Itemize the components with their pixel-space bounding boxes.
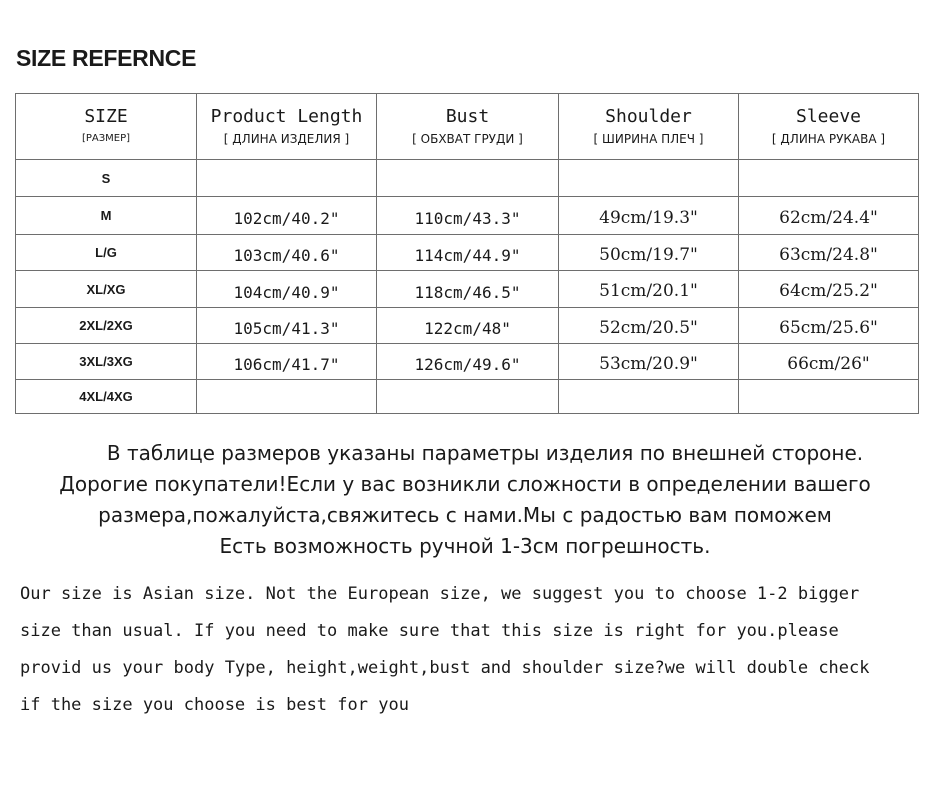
length-cell: 102cm/40.2" [197, 197, 377, 235]
length-cell: 103cm/40.6" [197, 235, 377, 271]
header-sub-label: [ ОБХВАТ ГРУДИ ] [412, 131, 523, 146]
sleeve-cell: 64cm/25.2" [739, 271, 919, 308]
english-notice-line: Our size is Asian size. Not the European size, we suggest you to choose 1-2 bigger [20, 584, 860, 604]
length-cell [197, 160, 377, 197]
shoulder-cell: 51cm/20.1" [559, 271, 739, 308]
shoulder-cell: 52cm/20.5" [559, 308, 739, 344]
header-sub-label: [РАЗМЕР] [81, 132, 131, 144]
header-shoulder [559, 94, 739, 160]
sleeve-cell [739, 160, 919, 197]
header-main-label: Shoulder [605, 105, 692, 127]
table-row [16, 271, 919, 308]
bust-cell: 110cm/43.3" [377, 197, 559, 235]
header-main-label: Sleeve [795, 105, 862, 127]
header-size [16, 94, 197, 160]
sleeve-cell: 65cm/25.6" [739, 308, 919, 344]
russian-notice-line: Дорогие покупатели!Если у вас возникли сложности в определении вашего [59, 472, 871, 496]
table-row [16, 235, 919, 271]
english-notice [20, 576, 920, 724]
table-row [16, 308, 919, 344]
shoulder-cell [559, 160, 739, 197]
table-row [16, 344, 919, 380]
russian-notice [0, 438, 930, 562]
header-main-label: SIZE [84, 105, 128, 127]
length-cell: 106cm/41.7" [197, 344, 377, 380]
bust-cell: 126cm/49.6" [377, 344, 559, 380]
header-sub-label: [ ДЛИНА РУКАВА ] [771, 131, 886, 146]
size-cell: XL/XG [16, 271, 197, 308]
header-sub-label: [ ШИРИНА ПЛЕЧ ] [593, 131, 704, 146]
page-title: SIZE REFERNCE [16, 45, 197, 71]
bust-cell: 114cm/44.9" [377, 235, 559, 271]
russian-notice-line: Есть возможность ручной 1-3см погрешность. [219, 534, 711, 558]
english-notice-line: provid us your body Type, height,weight,bust and shoulder size?we will double check [20, 658, 870, 678]
header-sleeve [739, 94, 919, 160]
size-cell: S [16, 160, 197, 197]
table-row [16, 197, 919, 235]
shoulder-cell: 53cm/20.9" [559, 344, 739, 380]
length-cell [197, 380, 377, 414]
header-sub-label: [ ДЛИНА ИЗДЕЛИЯ ] [223, 131, 350, 146]
size-cell: 2XL/2XG [16, 308, 197, 344]
shoulder-cell: 50cm/19.7" [559, 235, 739, 271]
sleeve-cell: 63cm/24.8" [739, 235, 919, 271]
table-row [16, 380, 919, 414]
russian-notice-line: В таблице размеров указаны параметры изделия по внешней стороне. [106, 441, 864, 465]
header-main-label: Product Length [210, 105, 363, 127]
table-header-row [16, 94, 919, 160]
sleeve-cell: 62cm/24.4" [739, 197, 919, 235]
russian-notice-line: размера,пожалуйста,свяжитесь с нами.Мы с радостью вам поможем [98, 503, 832, 527]
bust-cell: 122cm/48" [377, 308, 559, 344]
length-cell: 105cm/41.3" [197, 308, 377, 344]
length-cell: 104cm/40.9" [197, 271, 377, 308]
header-main-label: Bust [445, 105, 490, 127]
size-cell: 4XL/4XG [16, 380, 197, 414]
bust-cell [377, 160, 559, 197]
shoulder-cell [559, 380, 739, 414]
size-cell: M [16, 197, 197, 235]
header-product-length [197, 94, 377, 160]
header-bust [377, 94, 559, 160]
sleeve-cell: 66cm/26" [739, 344, 919, 380]
table-row [16, 160, 919, 197]
size-table [15, 93, 919, 414]
sleeve-cell [739, 380, 919, 414]
size-cell: L/G [16, 235, 197, 271]
bust-cell: 118cm/46.5" [377, 271, 559, 308]
english-notice-line: size than usual. If you need to make sure that this size is right for you.please [20, 621, 839, 641]
shoulder-cell: 49cm/19.3" [559, 197, 739, 235]
english-notice-line: if the size you choose is best for you [20, 695, 409, 715]
size-cell: 3XL/3XG [16, 344, 197, 380]
bust-cell [377, 380, 559, 414]
